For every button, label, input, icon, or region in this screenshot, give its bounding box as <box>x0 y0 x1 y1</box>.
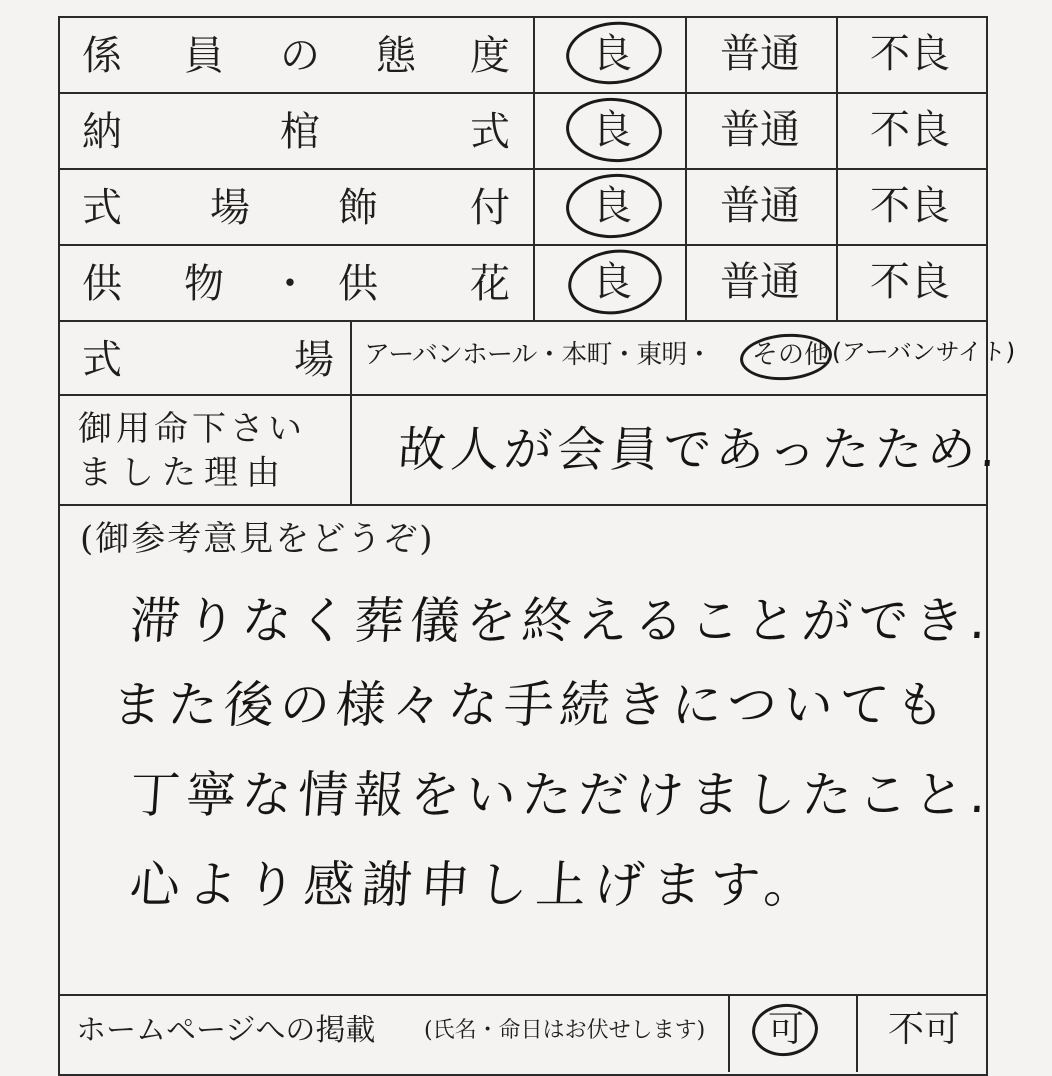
comment-line: 滞りなく葬儀を終えることができ. <box>127 592 994 650</box>
rating-bad[interactable]: 不良 <box>870 259 950 305</box>
venue-label-char: 式 <box>82 337 122 383</box>
row-divider <box>58 244 988 246</box>
col-divider <box>836 16 838 320</box>
rating-label-char: 飾 <box>338 185 378 231</box>
venue-options[interactable]: アーバンホール・本町・東明・ <box>364 340 712 370</box>
rating-good[interactable]: 良 <box>592 183 632 229</box>
venue-other-option[interactable]: その他 <box>752 340 831 370</box>
rating-normal[interactable]: 普通 <box>720 183 800 229</box>
col-divider <box>728 994 730 1072</box>
comment-line: 丁寧な情報をいただけましたこと. <box>127 766 994 824</box>
rating-label-char: 納 <box>82 109 122 155</box>
rating-label-char: 係 <box>82 33 122 79</box>
reason-handwritten: 故人が会員であったため. <box>396 422 1003 478</box>
col-divider <box>685 16 687 320</box>
rating-label-char: 員 <box>184 33 224 79</box>
rating-normal[interactable]: 普通 <box>720 107 800 153</box>
rating-label-char: 供 <box>82 261 122 307</box>
rating-label-char: 付 <box>470 185 510 231</box>
website-label: ホームページへの掲載 <box>76 1013 376 1048</box>
website-ng[interactable]: 不可 <box>888 1009 961 1050</box>
rating-normal[interactable]: 普通 <box>720 31 800 77</box>
rating-good[interactable]: 良 <box>592 107 632 153</box>
row-divider <box>58 394 988 396</box>
website-note: (氏名・命日はお伏せします) <box>424 1018 706 1043</box>
row-divider <box>58 504 988 506</box>
col-divider <box>350 320 352 504</box>
rating-label-char: ・ <box>270 261 310 307</box>
rating-label-char: 式 <box>470 109 510 155</box>
rating-label-char: 棺 <box>280 109 320 155</box>
comment-line: また後の様々な手続きについても <box>109 676 954 734</box>
rating-bad[interactable]: 不良 <box>870 31 950 77</box>
rating-normal[interactable]: 普通 <box>720 259 800 305</box>
row-divider <box>58 92 988 94</box>
rating-label-char: 物 <box>184 261 224 307</box>
rating-label-char: 花 <box>470 261 510 307</box>
rating-label-char: 場 <box>210 185 250 231</box>
rating-label-char: 供 <box>338 261 378 307</box>
rating-good[interactable]: 良 <box>592 31 632 77</box>
rating-label-char: 式 <box>82 185 122 231</box>
col-divider <box>856 994 858 1072</box>
rating-label-char: 度 <box>470 33 510 79</box>
rating-bad[interactable]: 不良 <box>870 183 950 229</box>
comments-prompt: (御参考意見をどうぞ) <box>80 519 435 559</box>
website-ok[interactable]: 可 <box>768 1009 805 1050</box>
comment-line: 心より感謝申し上げます。 <box>127 856 825 914</box>
rating-bad[interactable]: 不良 <box>870 107 950 153</box>
row-divider <box>58 168 988 170</box>
row-divider <box>58 994 988 996</box>
venue-handwritten: (アーバンサイト) <box>831 338 1017 366</box>
rating-label-char: の <box>280 33 320 79</box>
col-divider <box>533 16 535 320</box>
reason-label-line2: ました理由 <box>78 453 288 493</box>
rating-label-char: 態 <box>376 33 416 79</box>
venue-label-char: 場 <box>294 337 334 383</box>
row-divider <box>58 320 988 322</box>
rating-good[interactable]: 良 <box>592 259 632 305</box>
reason-label-line1: 御用命下さい <box>78 409 306 449</box>
